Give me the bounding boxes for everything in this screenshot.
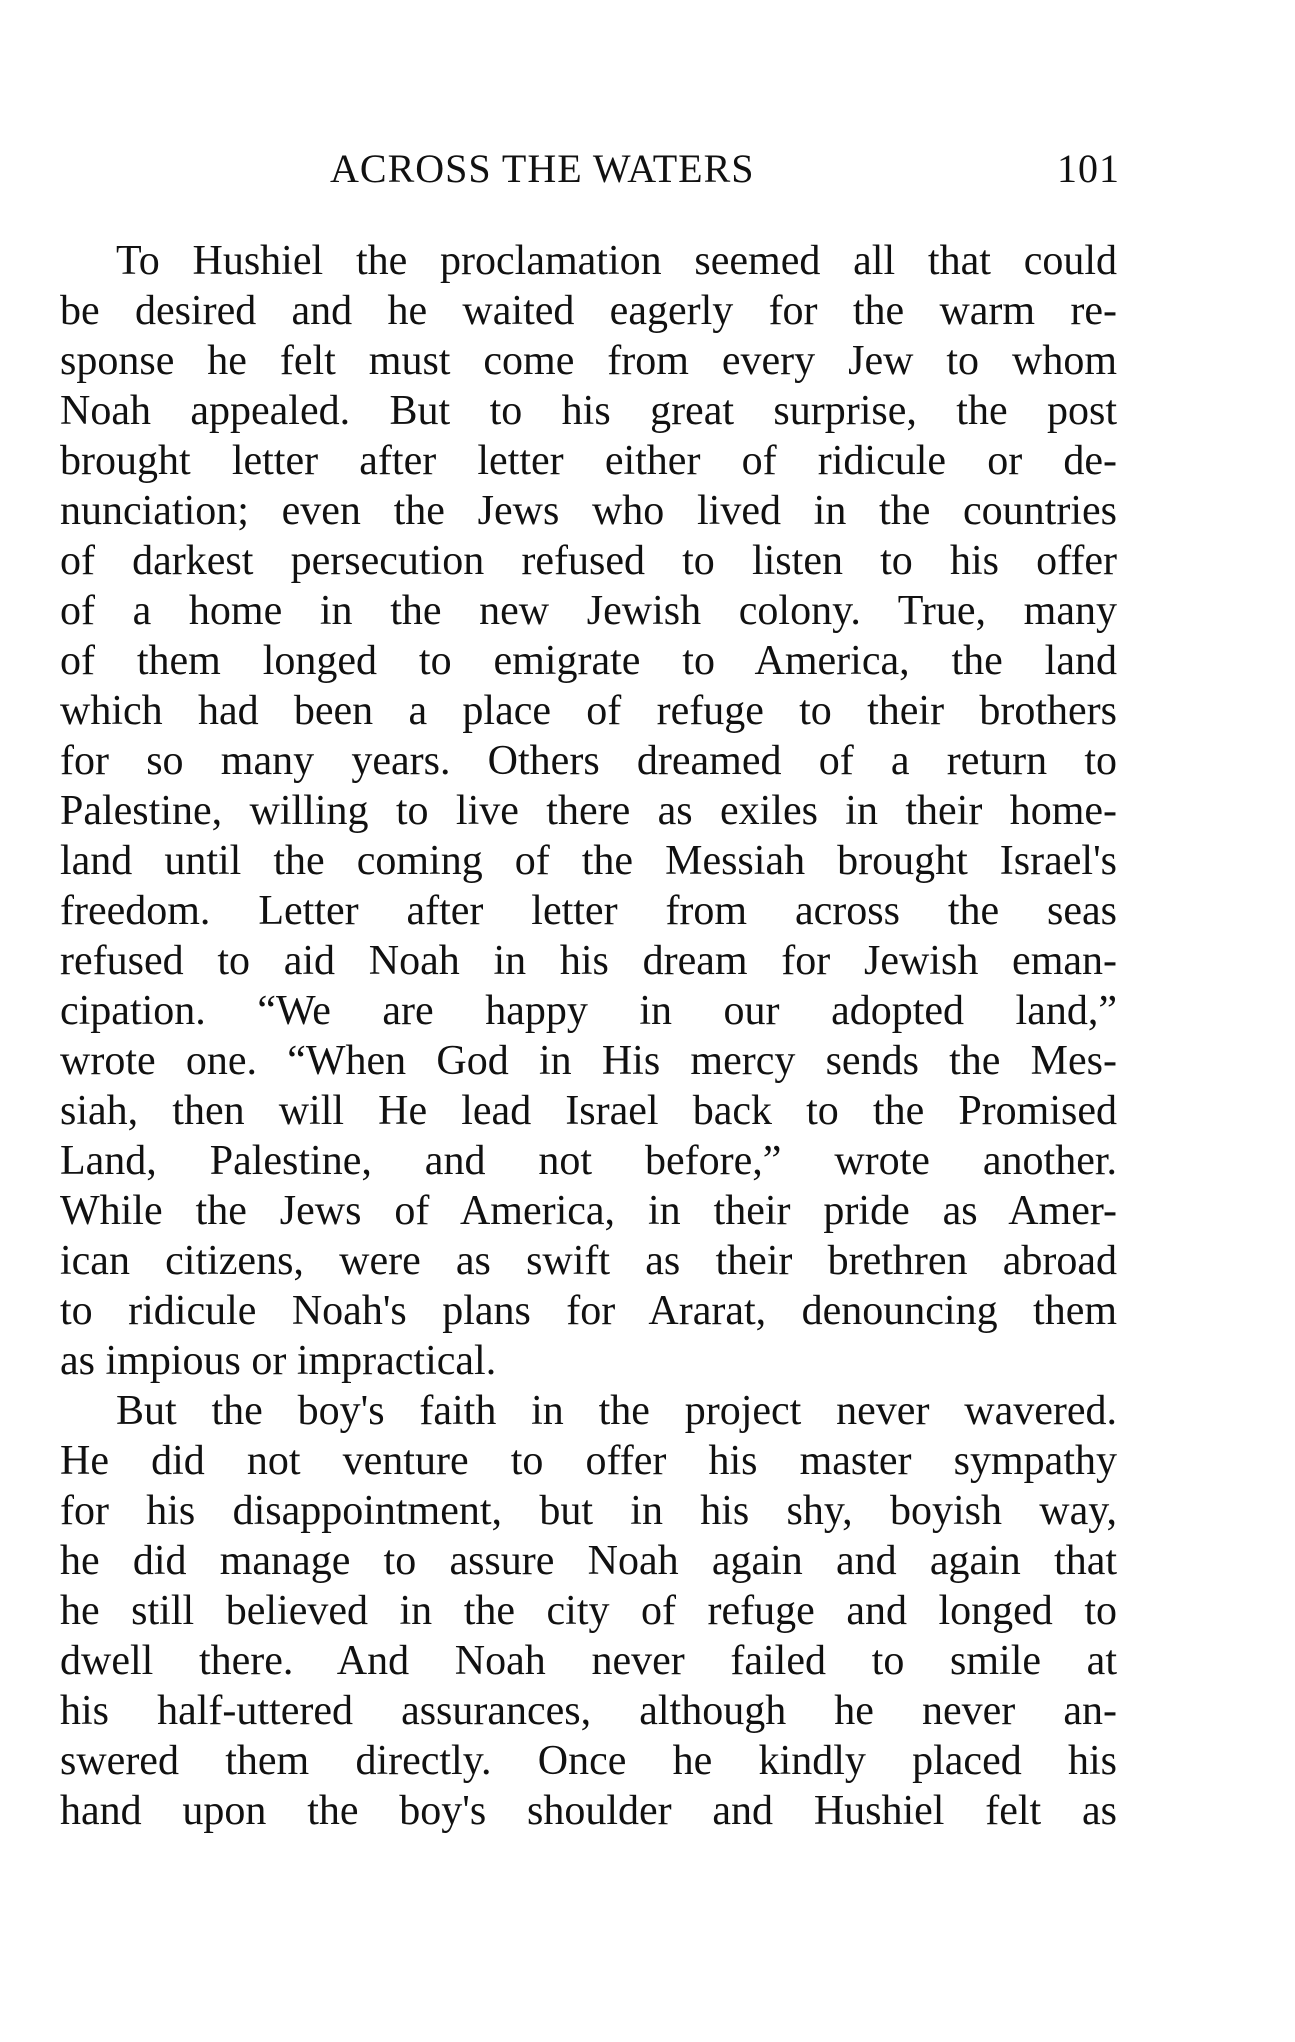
text-line: he did manage to assure Noah again and again that — [60, 1538, 1117, 1584]
text-line: swered them directly. Once he kindly placed his — [60, 1738, 1117, 1784]
text-line: Noah appealed. But to his great surprise, the post — [60, 388, 1117, 434]
text-line: his half-uttered assurances, although he never an- — [60, 1688, 1117, 1734]
text-line: he still believed in the city of refuge and longed to — [60, 1588, 1117, 1634]
text-line: for so many years. Others dreamed of a return to — [60, 738, 1117, 784]
text-line: siah, then will He lead Israel back to the Promised — [60, 1088, 1117, 1134]
page-number: 101 — [1057, 146, 1120, 191]
text-line: to ridicule Noah's plans for Ararat, denouncing them — [60, 1288, 1117, 1334]
text-line: dwell there. And Noah never failed to smile at — [60, 1638, 1117, 1684]
text-line: land until the coming of the Messiah brought Israel's — [60, 838, 1117, 884]
text-line: While the Jews of America, in their pride as Amer- — [60, 1188, 1117, 1234]
text-line: freedom. Letter after letter from across the seas — [60, 888, 1117, 934]
text-line: which had been a place of refuge to their brothers — [60, 688, 1117, 734]
text-line: Land, Palestine, and not before,” wrote another. — [60, 1138, 1117, 1184]
running-title: ACROSS THE WATERS — [330, 146, 755, 191]
text-line: be desired and he waited eagerly for the warm re- — [60, 288, 1117, 334]
paragraph — [60, 1386, 1117, 1836]
text-line: sponse he felt must come from every Jew to whom — [60, 338, 1117, 384]
text-line: nunciation; even the Jews who lived in the countries — [60, 488, 1117, 534]
text-line: Palestine, willing to live there as exiles in their home- — [60, 788, 1117, 834]
text-line: He did not venture to offer his master sympathy — [60, 1438, 1117, 1484]
text-line: ican citizens, were as swift as their brethren abroad — [60, 1238, 1117, 1284]
text-line: as impious or impractical. — [60, 1338, 497, 1384]
text-line: wrote one. “When God in His mercy sends the Mes- — [60, 1038, 1117, 1084]
text-line: To Hushiel the proclamation seemed all that could — [116, 238, 1117, 284]
text-line: of a home in the new Jewish colony. True, many — [60, 588, 1117, 634]
text-line: cipation. “We are happy in our adopted land,” — [60, 988, 1117, 1034]
text-line: But the boy's faith in the project never wavered. — [116, 1388, 1117, 1434]
text-line: of darkest persecution refused to listen to his offer — [60, 538, 1117, 584]
text-line: hand upon the boy's shoulder and Hushiel felt as — [60, 1788, 1117, 1834]
running-head — [60, 145, 1120, 205]
text-line: of them longed to emigrate to America, the land — [60, 638, 1117, 684]
paragraph — [60, 236, 1117, 1386]
text-line: brought letter after letter either of ridicule or de- — [60, 438, 1117, 484]
text-line: refused to aid Noah in his dream for Jewish eman- — [60, 938, 1117, 984]
text-line: for his disappointment, but in his shy, boyish way, — [60, 1488, 1117, 1534]
body-text — [60, 236, 1117, 1836]
